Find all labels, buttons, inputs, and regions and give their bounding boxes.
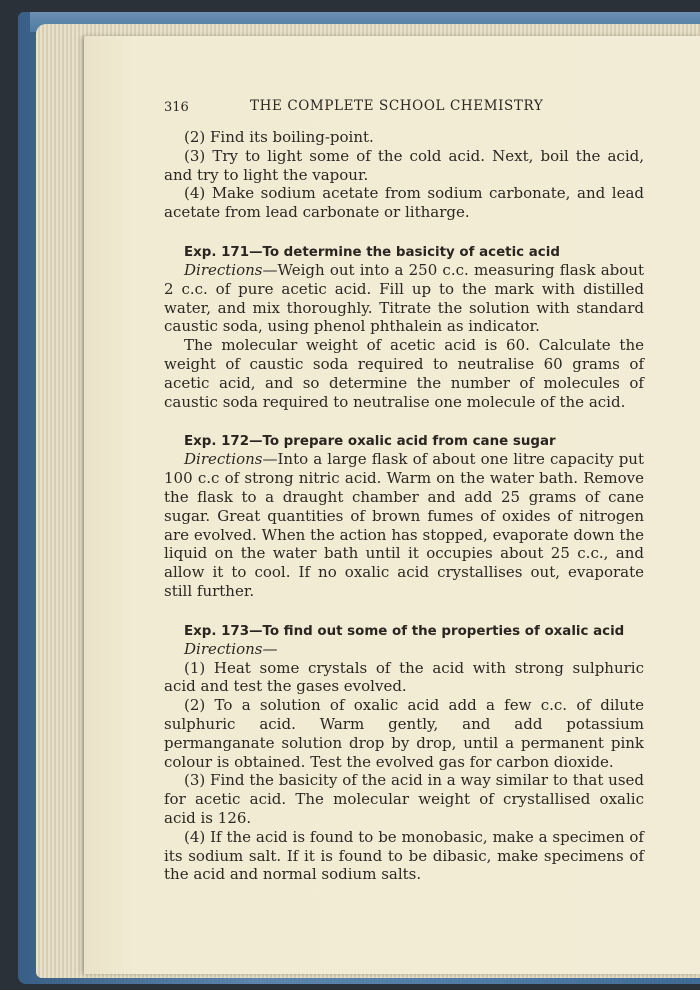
exp171-paragraph-2: The molecular weight of acetic acid is 60. Calculate the weight of caustic soda required to neutralise 60 grams of acetic acid, and so determine the number of molecules of caustic soda required to neutralise one molecule of the acid. [164, 336, 644, 411]
exp172-directions-text: —Into a large flask of about one litre capacity put 100 c.c of strong nitric acid. Warm on the water bath. Remove the flask to a draught chamber and add 25 grams of cane sugar. Great quantities of brown fumes of oxides of nitrogen are evolved. When the action has stopped, evaporate down the liquid on the water bath until it occupies about 25 c.c., and allow it to cool. If no oxalic acid crystallises out, evaporate still further. [164, 450, 644, 600]
exp173-item-1: (1) Heat some crystals of the acid with strong sulphuric acid and test the gases evolved. [164, 658, 644, 696]
intro-item-4: (4) Make sodium acetate from sodium carbonate, and lead acetate from lead carbonate or litharge. [164, 184, 644, 222]
intro-item-2: (2) Find its boiling-point. [184, 128, 374, 146]
running-title: THE COMPLETE SCHOOL CHEMISTRY [250, 98, 544, 114]
exp171-directions-text: —Weigh out into a 250 c.c. measuring flask about 2 c.c. of pure acetic acid. Fill up to the mark with distilled water, and mix thoroughly. Titrate the solution with standard caustic soda, using phenol phthalein as indicator. [164, 260, 644, 336]
page-content [164, 96, 644, 884]
page-number: 316 [164, 100, 189, 115]
exp173-directions-label: Directions— [184, 639, 278, 658]
experiment-173 [164, 623, 644, 884]
exp173-item-3: (3) Find the basicity of the acid in a way similar to that used for acetic acid. The molecular weight of crystallised oxalic acid is 126. [164, 771, 644, 827]
exp173-item-2: (2) To a solution of oxalic acid add a few c.c. of dilute sulphuric acid. Warm gently, and add potassium permanganate solution drop by drop, until a permanent pink colour is obtained. Test the evolved gas for carbon dioxide. [164, 696, 644, 771]
exp172-directions [164, 450, 644, 600]
exp172-directions-label: Directions [184, 450, 263, 469]
exp171-directions-label: Directions [184, 260, 263, 279]
page-header [164, 96, 644, 120]
exp171-directions [164, 261, 644, 336]
intro-item-3: (3) Try to light some of the cold acid. Next, boil the acid, and try to light the vapour. [164, 146, 644, 184]
exp172-heading: Exp. 172—To prepare oxalic acid from cane sugar [184, 434, 556, 450]
experiment-171 [164, 244, 644, 411]
exp173-heading: Exp. 173—To find out some of the properties of oxalic acid [184, 623, 625, 639]
experiment-172 [164, 433, 644, 600]
exp171-heading: Exp. 171—To determine the basicity of acetic acid [184, 244, 560, 260]
exp173-item-4: (4) If the acid is found to be monobasic, make a specimen of its sodium salt. If it is found to be dibasic, make specimens of the acid and normal sodium salts. [164, 827, 644, 884]
